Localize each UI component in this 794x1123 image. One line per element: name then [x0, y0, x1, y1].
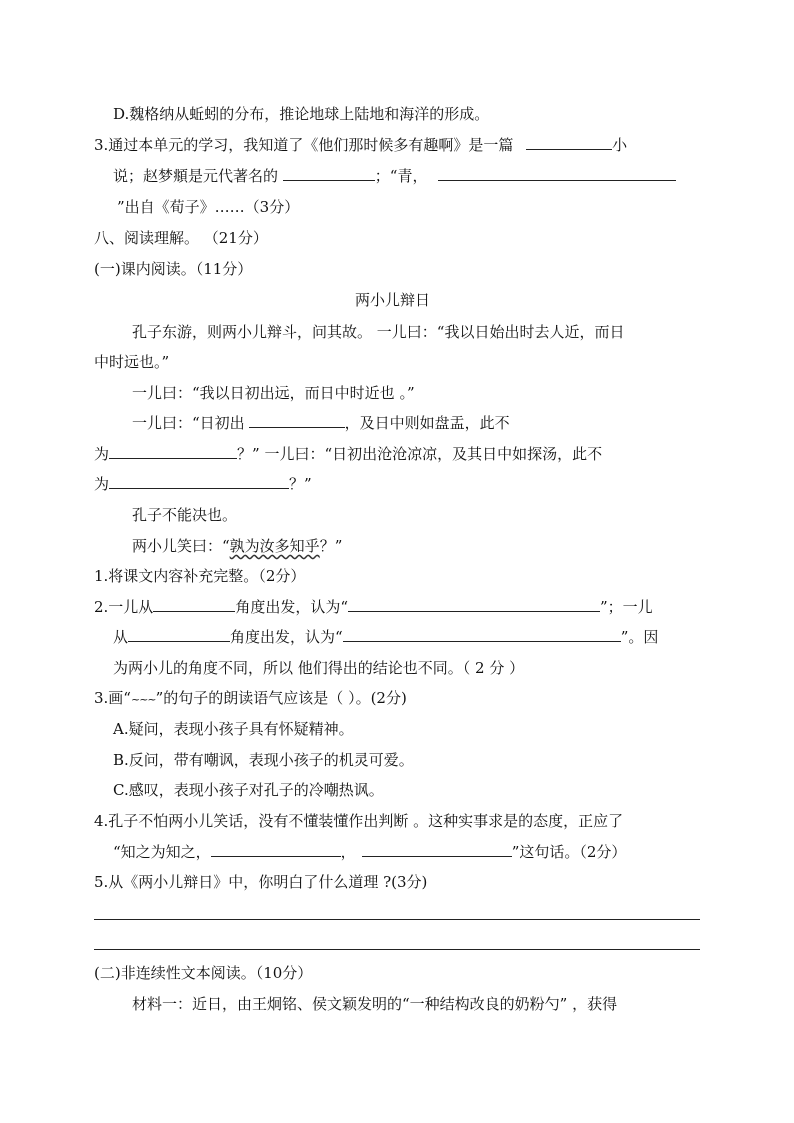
passage-line-6: 孔子不能决也。	[132, 506, 238, 524]
question-3-line-1	[94, 135, 627, 155]
question-2-text: ”。因	[620, 628, 659, 646]
question-3-text-3: ；“青，	[374, 167, 428, 185]
question-1: 1.将课文内容补充完整。（2分）	[94, 567, 306, 585]
blank-angle-1[interactable]	[153, 597, 235, 612]
passage-title: 两小儿辩日	[355, 291, 431, 309]
question-4-text: ，	[340, 843, 356, 861]
passage-text: 为	[94, 475, 110, 493]
passage-text: 一儿曰：“日初出	[132, 414, 245, 432]
option-d: D.魏格纳从蚯蚓的分布，推论地球上陆地和海洋的形成。	[113, 105, 490, 123]
question-3-text-2: 说；赵梦頫是元代著名的	[113, 167, 279, 185]
passage-text: ？” 一儿曰：“日初出沧沧凉凉，及其日中如探汤，此不	[237, 445, 603, 463]
passage-text: ？”	[289, 475, 312, 493]
answer-line-1[interactable]	[94, 919, 700, 920]
passage-text: ？”	[319, 537, 343, 555]
blank-quote-1[interactable]	[211, 842, 341, 857]
blank-xunzi-quote[interactable]	[438, 166, 676, 181]
question-3r-text: 3.画“	[94, 689, 131, 707]
question-2-text: ”；一儿	[599, 598, 653, 616]
blank-passage-1[interactable]	[249, 413, 345, 428]
question-2-text: 角度出发，认为“	[235, 598, 348, 616]
question-4-line-2	[113, 842, 626, 862]
question-3-line-3: ”出自《荀子》……（3分）	[117, 198, 300, 216]
question-2-line-2	[113, 627, 658, 647]
blank-quote-2[interactable]	[362, 842, 512, 857]
question-3-reading	[94, 688, 407, 710]
blank-view-2[interactable]	[343, 627, 621, 642]
passage-line-4	[94, 444, 602, 464]
passage-text: 两小儿笑曰：“	[132, 537, 230, 555]
passage-text: 为	[94, 445, 110, 463]
question-2-line-1	[94, 597, 653, 617]
subsection-2-heading: (二)非连续性文本阅读。（10分）	[94, 964, 313, 982]
passage-line-5	[94, 474, 312, 494]
passage-text: ，及日中则如盘盂，此不	[344, 414, 510, 432]
wavy-underlined-sentence: 孰为汝多知乎	[229, 537, 320, 555]
question-4-text: “知之为知之，	[113, 843, 211, 861]
blank-passage-2[interactable]	[109, 444, 237, 459]
wavy-line-symbol: ~~~	[130, 693, 156, 706]
question-3-end: 小	[612, 136, 628, 154]
blank-calligrapher[interactable]	[283, 166, 375, 181]
question-4-text: ”这句话。（2分）	[511, 843, 627, 861]
blank-novel-type[interactable]	[526, 135, 612, 150]
question-3r-text: ”的句子的朗读语气应该是（ ）。(2分)	[155, 689, 407, 707]
question-2-text: 角度出发，认为“	[230, 628, 343, 646]
passage-line-7	[132, 536, 342, 556]
passage-line-1: 孔子东游，则两小儿辩斗，问其故。 一儿曰：“我以日始出时去人近，而日	[132, 323, 625, 341]
question-4-line-1: 4.孔子不怕两小儿笑话，没有不懂装懂作出判断 。这种实事求是的态度，正应了	[94, 812, 624, 830]
blank-angle-2[interactable]	[128, 627, 230, 642]
question-3-text: 3.通过本单元的学习，我知道了《他们那时候多有趣啊》是一篇	[94, 136, 514, 154]
section-8-heading: 八、阅读理解。 （21分）	[94, 229, 268, 247]
option-b: B.反问，带有嘲讽，表现小孩子的机灵可爱。	[113, 751, 414, 769]
blank-view-1[interactable]	[348, 597, 600, 612]
passage-line-1b: 中时远也。”	[94, 353, 170, 371]
question-2-line-3: 为两小儿的角度不同，所以 他们得出的结论也不同。（ 2 分 ）	[113, 659, 525, 677]
passage-line-2: 一儿曰：“我以日初出远，而日中时近也 。”	[132, 384, 415, 402]
option-a: A.疑问，表现小孩子具有怀疑精神。	[113, 720, 354, 738]
passage-line-3	[132, 413, 510, 433]
answer-line-2[interactable]	[94, 949, 700, 950]
question-5: 5.从《两小儿辩日》中，你明白了什么道理 ?(3分)	[94, 873, 428, 891]
subsection-1-heading: (一)课内阅读。（11分）	[94, 260, 253, 278]
material-1-line: 材料一：近日，由王炯铭、侯文颖发明的“一种结构改良的奶粉勺” ，获得	[132, 995, 618, 1013]
question-2-text: 2.一儿从	[94, 598, 154, 616]
option-c: C.感叹，表现小孩子对孔子的冷嘲热讽。	[113, 781, 384, 799]
question-2-text: 从	[113, 628, 129, 646]
question-3-line-2	[113, 166, 676, 186]
blank-passage-3[interactable]	[109, 474, 289, 489]
